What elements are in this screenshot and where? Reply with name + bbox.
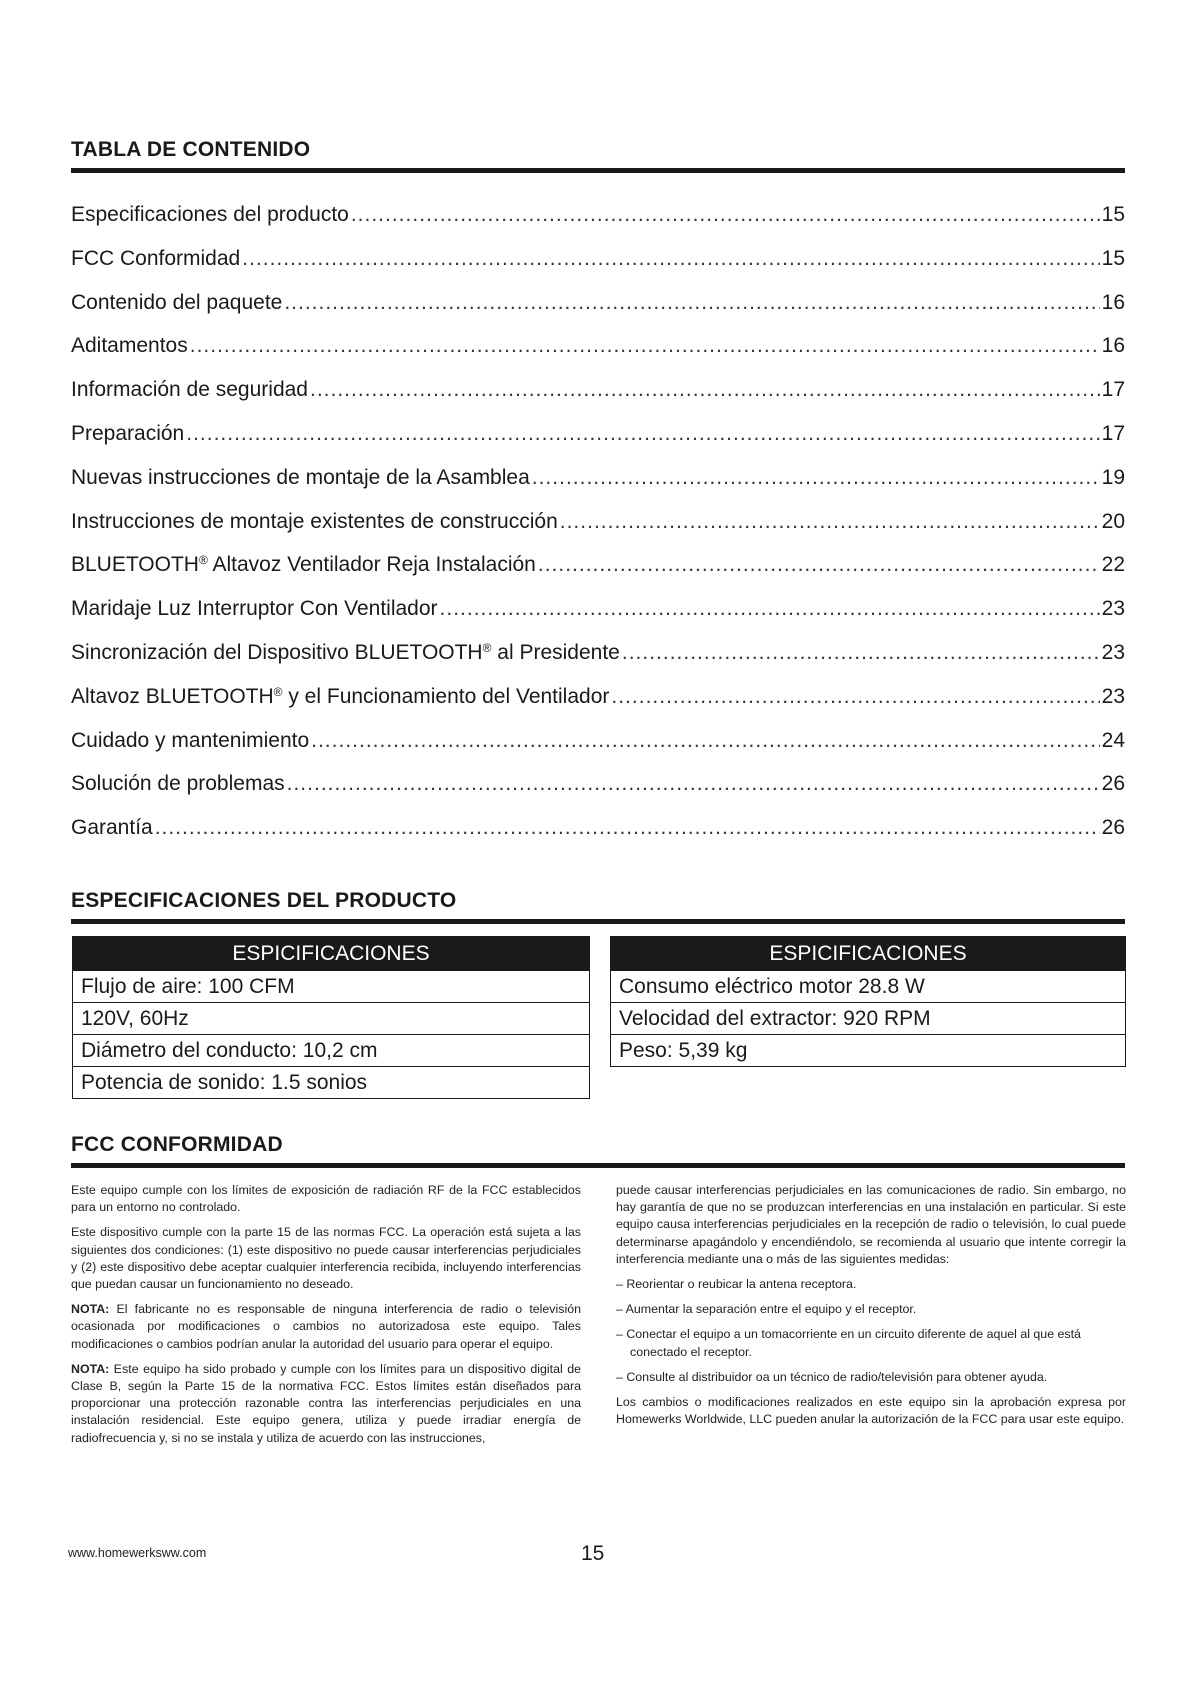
toc-entry[interactable] (71, 507, 1125, 551)
note-text: Este equipo ha sido probado y cumple con los límites para un dispositivo digital de Clase B, según la Parte 15 de la normativa FCC. Estos límites están diseñados para proporcionar una protección razonable contra las interferencias perjudiciales en una instalación residencial. Este equipo genera, utiliza y puede irradiar energía de radiofrecuencia y, si no se instala y utiliza de acuerdo con las instrucciones, (71, 1361, 581, 1445)
toc-leader-dots (440, 594, 1100, 624)
toc-entry-page: 23 (1101, 597, 1125, 621)
fcc-paragraph: puede causar interferencias perjudiciales en las comunicaciones de radio. Sin embargo, no hay garantía de que no se produzcan interferencias en una instalación en particular. Si este equipo causa interferencias perjudiciales en la recepción de radio o televisión, lo cual puede determinarse apagándolo y encendiéndolo, se recomienda al usuario que intente corregir la interferencia mediante una o más de las siguientes medidas: (616, 1183, 1126, 1266)
spec-table-right (610, 936, 1126, 1067)
spec-cell: Diámetro del conducto: 10,2 cm (73, 1035, 590, 1067)
toc-leader-dots (532, 463, 1100, 493)
fcc-column-right (616, 1182, 1126, 1436)
note-label: NOTA: (71, 1361, 110, 1376)
toc-entry[interactable] (71, 419, 1125, 463)
fcc-measure-item: – Aumentar la separación entre el equipo y el receptor. (616, 1302, 917, 1317)
toc-entry[interactable] (71, 375, 1125, 419)
toc-entry-label: Sincronización del Dispositivo BLUETOOTH® al Presidente (71, 640, 620, 664)
fcc-paragraph: Este equipo cumple con los límites de exposición de radiación RF de la FCC establecidos para un entorno no controlado. (71, 1183, 581, 1215)
specs-heading: ESPECIFICACIONES DEL PRODUCTO (71, 889, 1125, 924)
spec-cell: Flujo de aire: 100 CFM (73, 971, 590, 1003)
toc-entry[interactable] (71, 288, 1125, 332)
fcc-measure-item: – Consulte al distribuidor oa un técnico de radio/televisión para obtener ayuda. (616, 1369, 1048, 1384)
toc-leader-dots (622, 638, 1100, 668)
fcc-measure-item: – Conectar el equipo a un tomacorriente en un circuito diferente de aquel al que está conectado el receptor. (616, 1327, 1081, 1359)
toc-entry-page: 17 (1101, 421, 1125, 445)
toc-entry-label: Preparación (71, 421, 185, 445)
toc-leader-dots (560, 507, 1100, 537)
toc-entry-label: Maridaje Luz Interruptor Con Ventilador (71, 597, 438, 621)
toc-entry-label: FCC Conformidad (71, 246, 241, 270)
toc-entry-label: BLUETOOTH® Altavoz Ventilador Reja Instalación (71, 553, 536, 577)
toc-entry-page: 26 (1101, 816, 1125, 840)
toc-entry-label: Cuidado y mantenimiento (71, 728, 310, 752)
toc-entry[interactable] (71, 594, 1125, 638)
toc-entry[interactable] (71, 550, 1125, 594)
toc-entry-label: Solución de problemas (71, 772, 285, 796)
fcc-measure-item: – Reorientar o reubicar la antena receptora. (616, 1277, 857, 1292)
toc-entry-page: 16 (1101, 334, 1125, 358)
toc-leader-dots (186, 419, 1099, 449)
spec-cell: Peso: 5,39 kg (611, 1035, 1126, 1067)
toc-entry[interactable] (71, 726, 1125, 770)
toc-entry[interactable] (71, 813, 1125, 857)
toc-leader-dots (242, 244, 1099, 274)
registered-mark: ® (198, 553, 208, 568)
spec-cell: Consumo eléctrico motor 28.8 W (611, 971, 1126, 1003)
toc-entry-page: 22 (1101, 553, 1125, 577)
toc-entry-page: 19 (1101, 465, 1125, 489)
registered-mark: ® (482, 640, 492, 655)
spec-cell: 120V, 60Hz (73, 1003, 590, 1035)
toc-entry-label: Altavoz BLUETOOTH® y el Funcionamiento del Ventilador (71, 684, 610, 708)
toc-leader-dots (311, 726, 1100, 756)
toc-heading: TABLA DE CONTENIDO (71, 138, 1125, 173)
toc-entry-label: Contenido del paquete (71, 290, 283, 314)
toc-leader-dots (611, 682, 1099, 712)
fcc-note (71, 1361, 581, 1447)
toc-entry-label: Instrucciones de montaje existentes de construcción (71, 509, 558, 533)
spec-table-header: ESPICIFICACIONES (73, 937, 590, 971)
toc-entry[interactable] (71, 331, 1125, 375)
spec-table-header: ESPICIFICACIONES (611, 937, 1126, 971)
toc-entry-page: 15 (1101, 246, 1125, 270)
toc-entry-page: 23 (1101, 640, 1125, 664)
toc-entry-label: Aditamentos (71, 334, 188, 358)
toc-entry-label: Especificaciones del producto (71, 203, 349, 226)
toc-entry[interactable] (71, 244, 1125, 288)
fcc-paragraph: Los cambios o modificaciones realizados en este equipo sin la aprobación expresa por Homewerks Worldwide, LLC pueden anular la autorización de la FCC para usar este equipo. (616, 1395, 1126, 1427)
note-text: El fabricante no es responsable de ninguna interferencia de radio o televisión ocasionada por modificaciones o cambios no autorizadosa este equipo. Tales modificaciones o cambios podrían anular la autoridad del usuario para operar el equipo. (71, 1302, 581, 1351)
fcc-note (71, 1301, 581, 1353)
spec-cell: Velocidad del extractor: 920 RPM (611, 1003, 1126, 1035)
fcc-paragraph: Este dispositivo cumple con la parte 15 de las normas FCC. La operación está sujeta a las siguientes dos condiciones: (1) este dispositivo no puede causar interferencias perjudiciales y (2) este dispositivo debe aceptar cualquier interferencia recibida, incluyendo interferencias que puedan causar un funcionamiento no deseado. (71, 1225, 581, 1292)
toc-leader-dots (284, 288, 1099, 318)
toc-entry-page: 16 (1101, 290, 1125, 314)
toc-entry-page: 26 (1101, 772, 1125, 796)
fcc-heading: FCC CONFORMIDAD (71, 1133, 1125, 1168)
toc-leader-dots (310, 375, 1100, 405)
spec-table-left (72, 936, 590, 1099)
toc-leader-dots (190, 331, 1100, 361)
toc-list (71, 200, 1125, 857)
toc-entry[interactable] (71, 638, 1125, 682)
toc-entry-page: 24 (1101, 728, 1125, 752)
toc-entry[interactable] (71, 769, 1125, 813)
toc-entry-page: 15 (1101, 203, 1125, 226)
toc-entry-page: 20 (1101, 509, 1125, 533)
toc-entry[interactable] (71, 200, 1125, 244)
toc-leader-dots (351, 200, 1100, 230)
toc-entry[interactable] (71, 682, 1125, 726)
toc-entry-label: Garantía (71, 816, 153, 840)
note-label: NOTA: (71, 1302, 110, 1317)
fcc-column-left (71, 1182, 581, 1455)
toc-entry-label: Información de seguridad (71, 378, 308, 402)
toc-leader-dots (538, 550, 1100, 580)
spec-cell: Potencia de sonido: 1.5 sonios (73, 1067, 590, 1099)
toc-entry[interactable] (71, 463, 1125, 507)
registered-mark: ® (273, 684, 283, 699)
toc-entry-page: 17 (1101, 378, 1125, 402)
toc-leader-dots (287, 769, 1100, 799)
toc-entry-label: Nuevas instrucciones de montaje de la Asamblea (71, 465, 530, 489)
toc-entry-page: 23 (1101, 684, 1125, 708)
page-number: 15 (581, 1542, 605, 1565)
footer-url: www.homewerksww.com (68, 1546, 207, 1560)
toc-leader-dots (155, 813, 1100, 843)
